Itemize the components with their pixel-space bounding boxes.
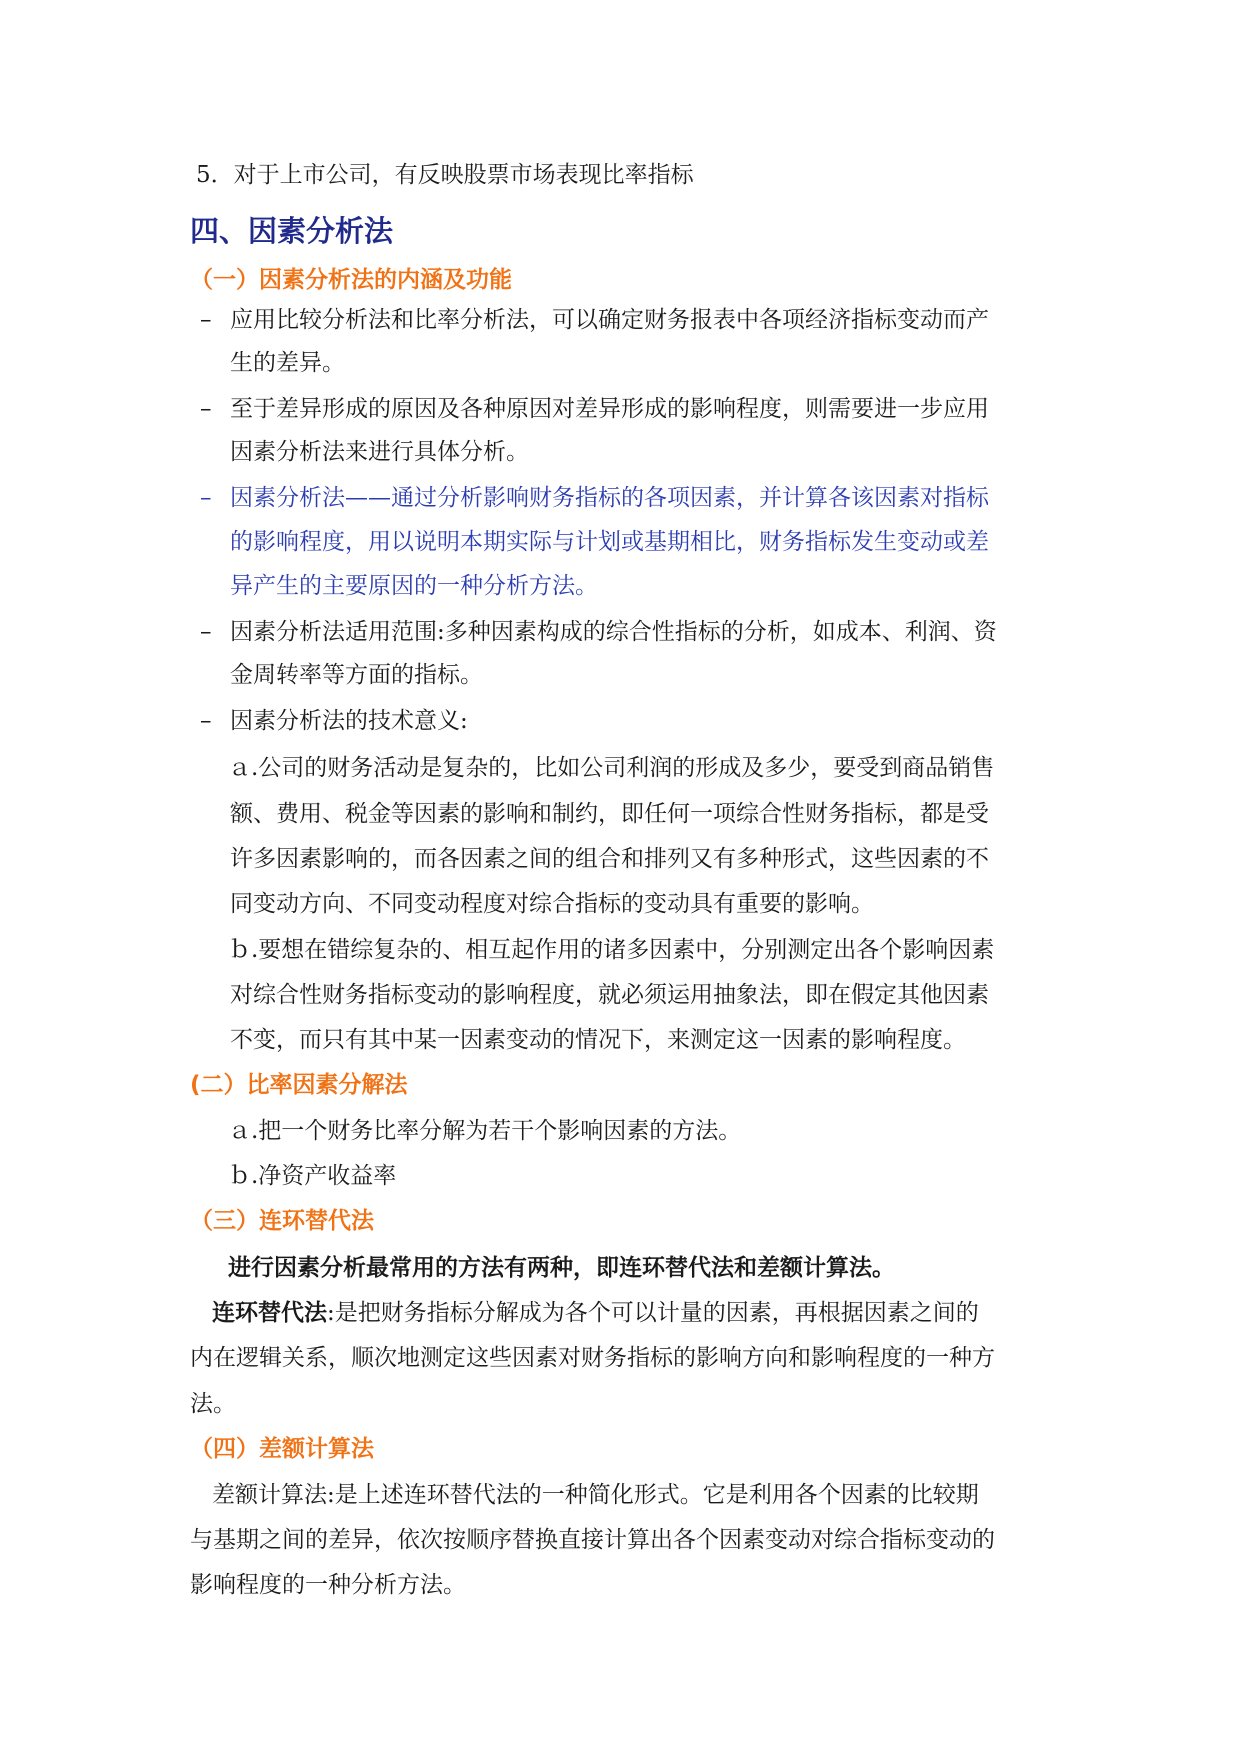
bullet-2-line-1: 至于差异形成的原因及各种原因对差异形成的影响程度，则需要进一步应用 [230,396,989,422]
bullet-3-line-3: 异产生的主要原因的一种分析方法。 [230,573,598,599]
chain-substitution-line-2: 内在逻辑关系，顺次地测定这些因素对财务指标的影响方向和影响程度的一种方 [190,1345,995,1371]
bullet-4-line-1: 因素分析法适用范围:多种因素构成的综合性指标的分析，如成本、利润、资 [230,619,997,645]
ratio-point-a: ａ.把一个财务比率分解为若干个影响因素的方法。 [228,1118,742,1144]
subsection-heading-four: （四）差额计算法 [190,1436,374,1462]
point-b-line-2: 对综合性财务指标变动的影响程度，就必须运用抽象法，即在假定其他因素 [230,982,989,1008]
difference-method-line-2: 与基期之间的差异，依次按顺序替换直接计算出各个因素变动对综合指标变动的 [190,1527,995,1553]
bullet-dash: – [200,619,212,645]
subsection-heading-two: (二）比率因素分解法 [190,1072,408,1098]
bullet-4-line-2: 金周转率等方面的指标。 [230,662,483,688]
subsection-heading-three: （三）连环替代法 [190,1208,374,1234]
point-a-line-3: 许多因素影响的，而各因素之间的组合和排列又有多种形式，这些因素的不 [230,846,989,872]
difference-method-line-1: 差额计算法:是上述连环替代法的一种简化形式。它是利用各个因素的比较期 [212,1482,979,1508]
bullet-1-line-1: 应用比较分析法和比率分析法，可以确定财务报表中各项经济指标变动而产 [230,307,989,333]
difference-method-line-3: 影响程度的一种分析方法。 [190,1572,466,1598]
bullet-2-line-2: 因素分析法来进行具体分析。 [230,439,529,465]
bullet-3-line-1: 因素分析法——通过分析影响财务指标的各项因素，并计算各该因素对指标 [230,485,989,511]
bullet-3-line-2: 的影响程度，用以说明本期实际与计划或基期相比，财务指标发生变动或差 [230,529,989,555]
ratio-point-b: ｂ.净资产收益率 [228,1163,397,1189]
chain-substitution-line-3: 法。 [190,1391,236,1417]
bullet-dash: – [200,485,212,511]
item-5-text: 5．对于上市公司，有反映股票市场表现比率指标 [196,162,694,188]
bullet-dash: – [200,307,212,333]
section-heading-four: 四、因素分析法 [190,214,394,248]
bullet-5-line-1: 因素分析法的技术意义: [230,708,468,734]
term-chain-substitution: 连环替代法 [212,1300,327,1326]
chain-substitution-line-1 [212,1298,979,1328]
bullet-dash: – [200,708,212,734]
point-a-line-4: 同变动方向、不同变动程度对综合指标的变动具有重要的影响。 [230,891,874,917]
bold-intro-sentence: 进行因素分析最常用的方法有两种，即连环替代法和差额计算法。 [228,1255,895,1281]
bullet-dash: – [200,396,212,422]
point-a-line-1: ａ.公司的财务活动是复杂的，比如公司利润的形成及多少，要受到商品销售 [228,755,995,781]
subsection-heading-one: （一）因素分析法的内涵及功能 [190,267,512,293]
point-a-line-2: 额、费用、税金等因素的影响和制约，即任何一项综合性财务指标，都是受 [230,801,989,827]
chain-substitution-definition: :是把财务指标分解成为各个可以计量的因素，再根据因素之间的 [327,1300,979,1326]
point-b-line-3: 不变，而只有其中某一因素变动的情况下，来测定这一因素的影响程度。 [230,1027,966,1053]
point-b-line-1: ｂ.要想在错综复杂的、相互起作用的诸多因素中，分别测定出各个影响因素 [228,937,995,963]
bullet-1-line-2: 生的差异。 [230,350,345,376]
